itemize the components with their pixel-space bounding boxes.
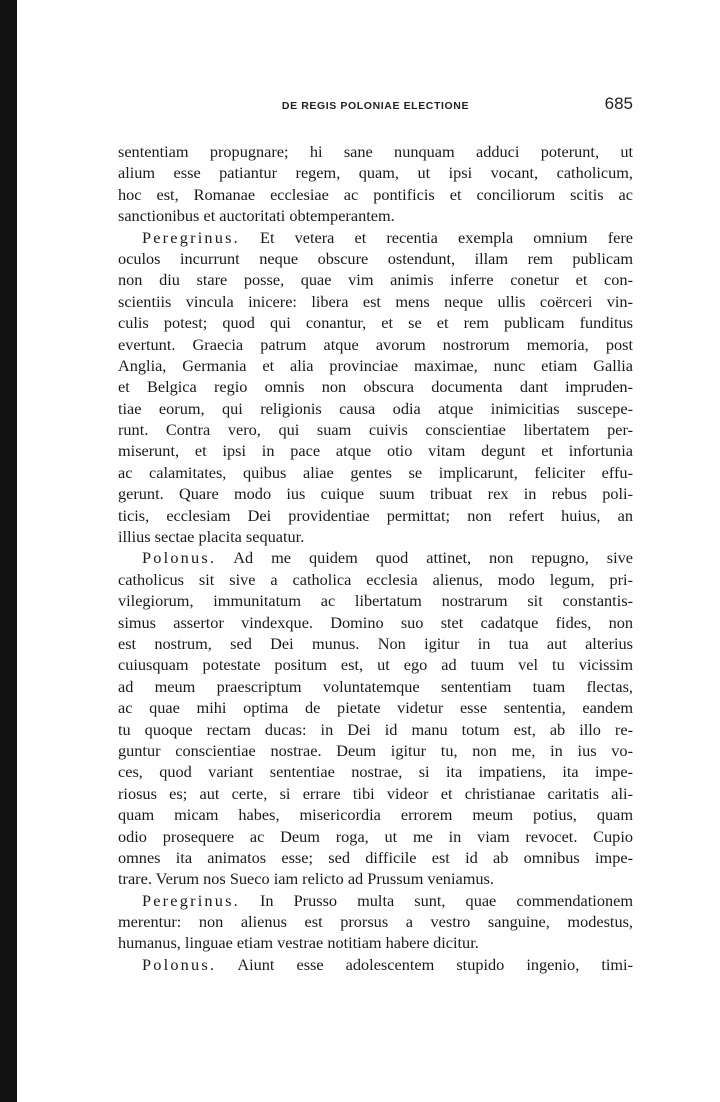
text-line [118,654,633,675]
line-text: riosus es; aut certe, si errare tibi videor et christianae caritatis ali- [118,783,633,803]
line-text: catholicus sit sive a catholica ecclesia alienus, modo legum, pri- [118,569,633,589]
book-page [118,92,633,975]
line-text: vilegiorum, immunitatum ac libertatum nostrarum sit constantis- [118,591,633,611]
line-text: alium esse patiantur regem, quam, ut ipsi vocant, catholicum, [118,163,633,183]
text-line [118,419,633,440]
line-text: cuiusquam potestate positum est, ut ego ad tuum vel tu vicissim [118,655,633,675]
text-line [118,269,633,290]
speaker-name: Peregrinus. [142,227,240,247]
text-line [118,141,633,162]
page-number: 685 [604,94,633,113]
line-text: sententiam propugnare; hi sane nunquam adduci poterunt, ut [118,142,633,161]
text-line [118,569,633,590]
text-line [118,505,633,526]
text-line [118,783,633,804]
line-text: Aiunt esse adolescentem stupido ingenio, timi- [237,954,633,974]
line-text: gerunt. Quare modo ius cuique suum tribuat rex in rebus poli- [118,484,633,504]
line-text: Et vetera et recentia exempla omnium fere [260,227,633,247]
line-text: ac calamitates, quibus aliae gentes se implicarunt, feliciter effu- [118,462,633,482]
line-text: trare. Verum nos Sueco iam relicto ad Prussum veniamus. [118,869,494,889]
line-text: evertunt. Graecia patrum atque avorum nostrorum memoria, post [118,334,633,354]
text-line [118,804,633,825]
line-text: ticis, ecclesiam Dei providentiae permittat; non refert huius, an [118,505,633,525]
text-line [118,719,633,740]
text-line [118,890,633,911]
text-line [118,847,633,868]
line-text: Anglia, Germania et alia provinciae maximae, nunc etiam Gallia [118,355,633,375]
line-text: In Prusso multa sunt, quae commendationem [259,890,633,910]
line-text: hoc est, Romanae ecclesiae ac pontificis et conciliorum scitis ac [118,184,633,204]
line-text: oculos incurrunt neque obscure ostendunt, illam rem publicam [118,248,633,268]
body-text [118,141,633,975]
line-text: ad meum praescriptum voluntatemque sententiam tuam flectas, [118,676,633,696]
line-text: illius sectae placita sequatur. [118,527,305,547]
text-line [118,547,633,568]
line-text: Ad me quidem quod attinet, non repugno, sive [233,548,633,568]
text-line [118,826,633,847]
text-line [118,227,633,248]
line-text: miserunt, et ipsi in pace atque otio vitam degunt et infortunia [118,441,633,461]
line-text: et Belgica regio omnis non obscura documenta dant impruden- [118,377,633,397]
speaker-name: Polonus. [142,548,217,568]
text-line [118,761,633,782]
text-line [118,162,633,183]
text-line [118,184,633,205]
text-line [118,697,633,718]
text-line [118,911,633,932]
text-line [118,334,633,355]
line-text: tiae eorum, qui religionis causa odia atque inimicitias suscepe- [118,398,633,418]
text-line [118,633,633,654]
line-text: est nostrum, sed Dei munus. Non igitur in tua aut alterius [118,633,633,653]
line-text: quam micam habes, misericordia errorem meum potius, quam [118,805,633,825]
line-text: non diu stare posse, quae vim animis inferre conetur et con- [118,270,633,290]
text-line [118,590,633,611]
text-line [118,954,633,975]
text-line [118,462,633,483]
text-line [118,868,633,889]
text-line [118,205,633,226]
line-text: odio prosequere ac Deum roga, ut me in viam revocet. Cupio [118,826,633,846]
speaker-name: Polonus. [142,954,217,974]
line-text: ces, quod variant sententiae nostrae, si ita impatiens, ita impe- [118,762,633,782]
speaker-name: Peregrinus. [142,890,240,910]
text-line [118,355,633,376]
line-text: omnes ita animatos esse; sed difficile est id ab omnibus impe- [118,847,633,867]
text-line [118,612,633,633]
line-text: culis potest; quod qui conantur, et se et rem publicam funditus [118,313,633,333]
text-line [118,248,633,269]
line-text: ac quae mihi optima de pietate videtur esse sententia, eandem [118,698,633,718]
text-line [118,932,633,953]
text-line [118,740,633,761]
text-line [118,526,633,547]
text-line [118,376,633,397]
line-text: scientiis vincula inicere: libera est mens neque ullis coërceri vin- [118,291,633,311]
line-text: merentur: non alienus est prorsus a vestro sanguine, modestus, [118,912,633,932]
line-text: runt. Contra vero, qui suam cuivis conscientiae libertatem per- [118,420,633,440]
line-text: tu quoque rectam ducas: in Dei id manu totum est, ab illo re- [118,719,633,739]
line-text: simus assertor vindexque. Domino suo stet cadatque fides, non [118,612,633,632]
page-header [118,92,633,122]
running-title: DE REGIS POLONIAE ELECTIONE [281,100,470,112]
text-line [118,398,633,419]
text-line [118,312,633,333]
text-line [118,440,633,461]
line-text: sanctionibus et auctoritati obtemperantem. [118,206,395,226]
text-line [118,291,633,312]
line-text: humanus, linguae etiam vestrae notitiam habere dicitur. [118,933,479,953]
text-line [118,483,633,504]
scan-edge-bar [0,0,17,1102]
line-text: guntur conscientiae nostrae. Deum igitur tu, non me, in ius vo- [118,740,633,760]
text-line [118,676,633,697]
